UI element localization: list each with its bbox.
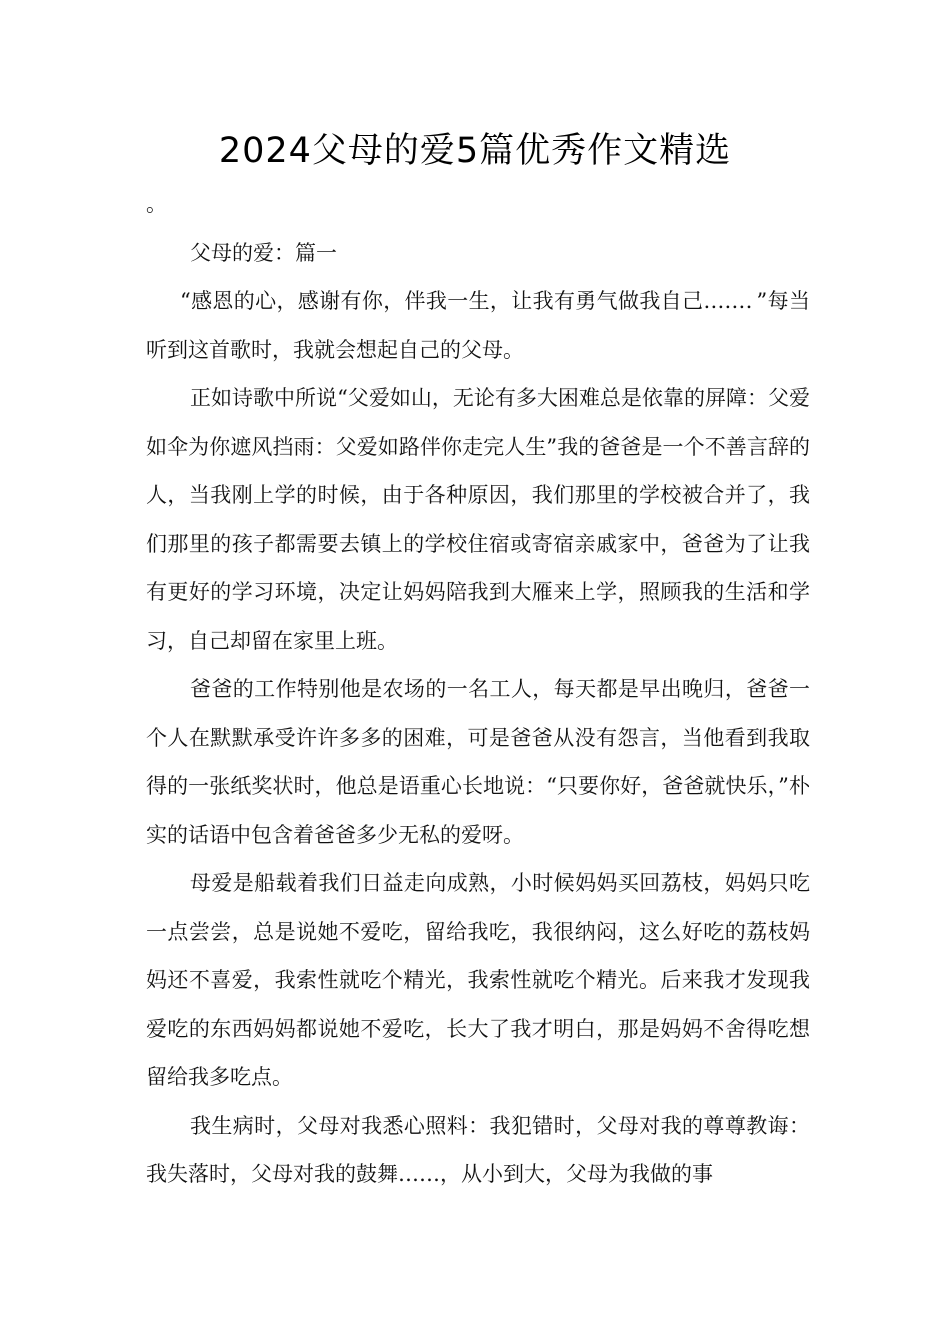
paragraph: 母爱是船载着我们日益走向成熟，小时候妈妈买回荔枝，妈妈只吃一点尝尝，总是说她不爱吃，留给我吃，我很纳闷，这么好吃的荔枝妈妈还不喜爱，我索性就吃个精光，我索性就吃个精光。后来我才发现我爱吃的东西妈妈都说她不爱吃，长大了我才明白，那是妈妈不舍得吃想留给我多吃点。 <box>146 871 810 1089</box>
document-body <box>146 180 810 1199</box>
paragraph: 正如诗歌中所说“父爱如山，无论有多大困难总是依靠的屏障：父爱如伞为你遮风挡雨：父爱如路伴你走完人生”我的爸爸是一个不善言辞的人，当我刚上学的时候，由于各种原因，我们那里的学校被合并了，我们那里的孩子都需要去镇上的学校住宿或寄宿亲戚家中，爸爸为了让我有更好的学习环境，决定让妈妈陪我到大雁来上学，照顾我的生活和学习，自己却留在家里上班。 <box>146 386 810 653</box>
paragraph: “感恩的心，感谢有你，伴我一生，让我有勇气做我自己……．”每当听到这首歌时，我就会想起自己的父母。 <box>146 289 810 362</box>
section-heading: 父母的爱：篇一 <box>190 240 337 265</box>
paragraph: 我生病时，父母对我悉心照料：我犯错时，父母对我的尊尊教诲：我失落时，父母对我的鼓舞……，从小到大，父母为我做的事 <box>146 1113 810 1186</box>
paragraph: 爸爸的工作特别他是农场的一名工人，每天都是早出晚归，爸爸一个人在默默承受许许多多的困难，可是爸爸从没有怨言，当他看到我取得的一张纸奖状时，他总是语重心长地说：“只要你好，爸爸就快乐，”朴实的话语中包含着爸爸多少无私的爱呀。 <box>146 677 810 847</box>
leading-punctuation: 。 <box>146 192 167 216</box>
document-title: 2024父母的爱5篇优秀作文精选 <box>218 131 732 171</box>
